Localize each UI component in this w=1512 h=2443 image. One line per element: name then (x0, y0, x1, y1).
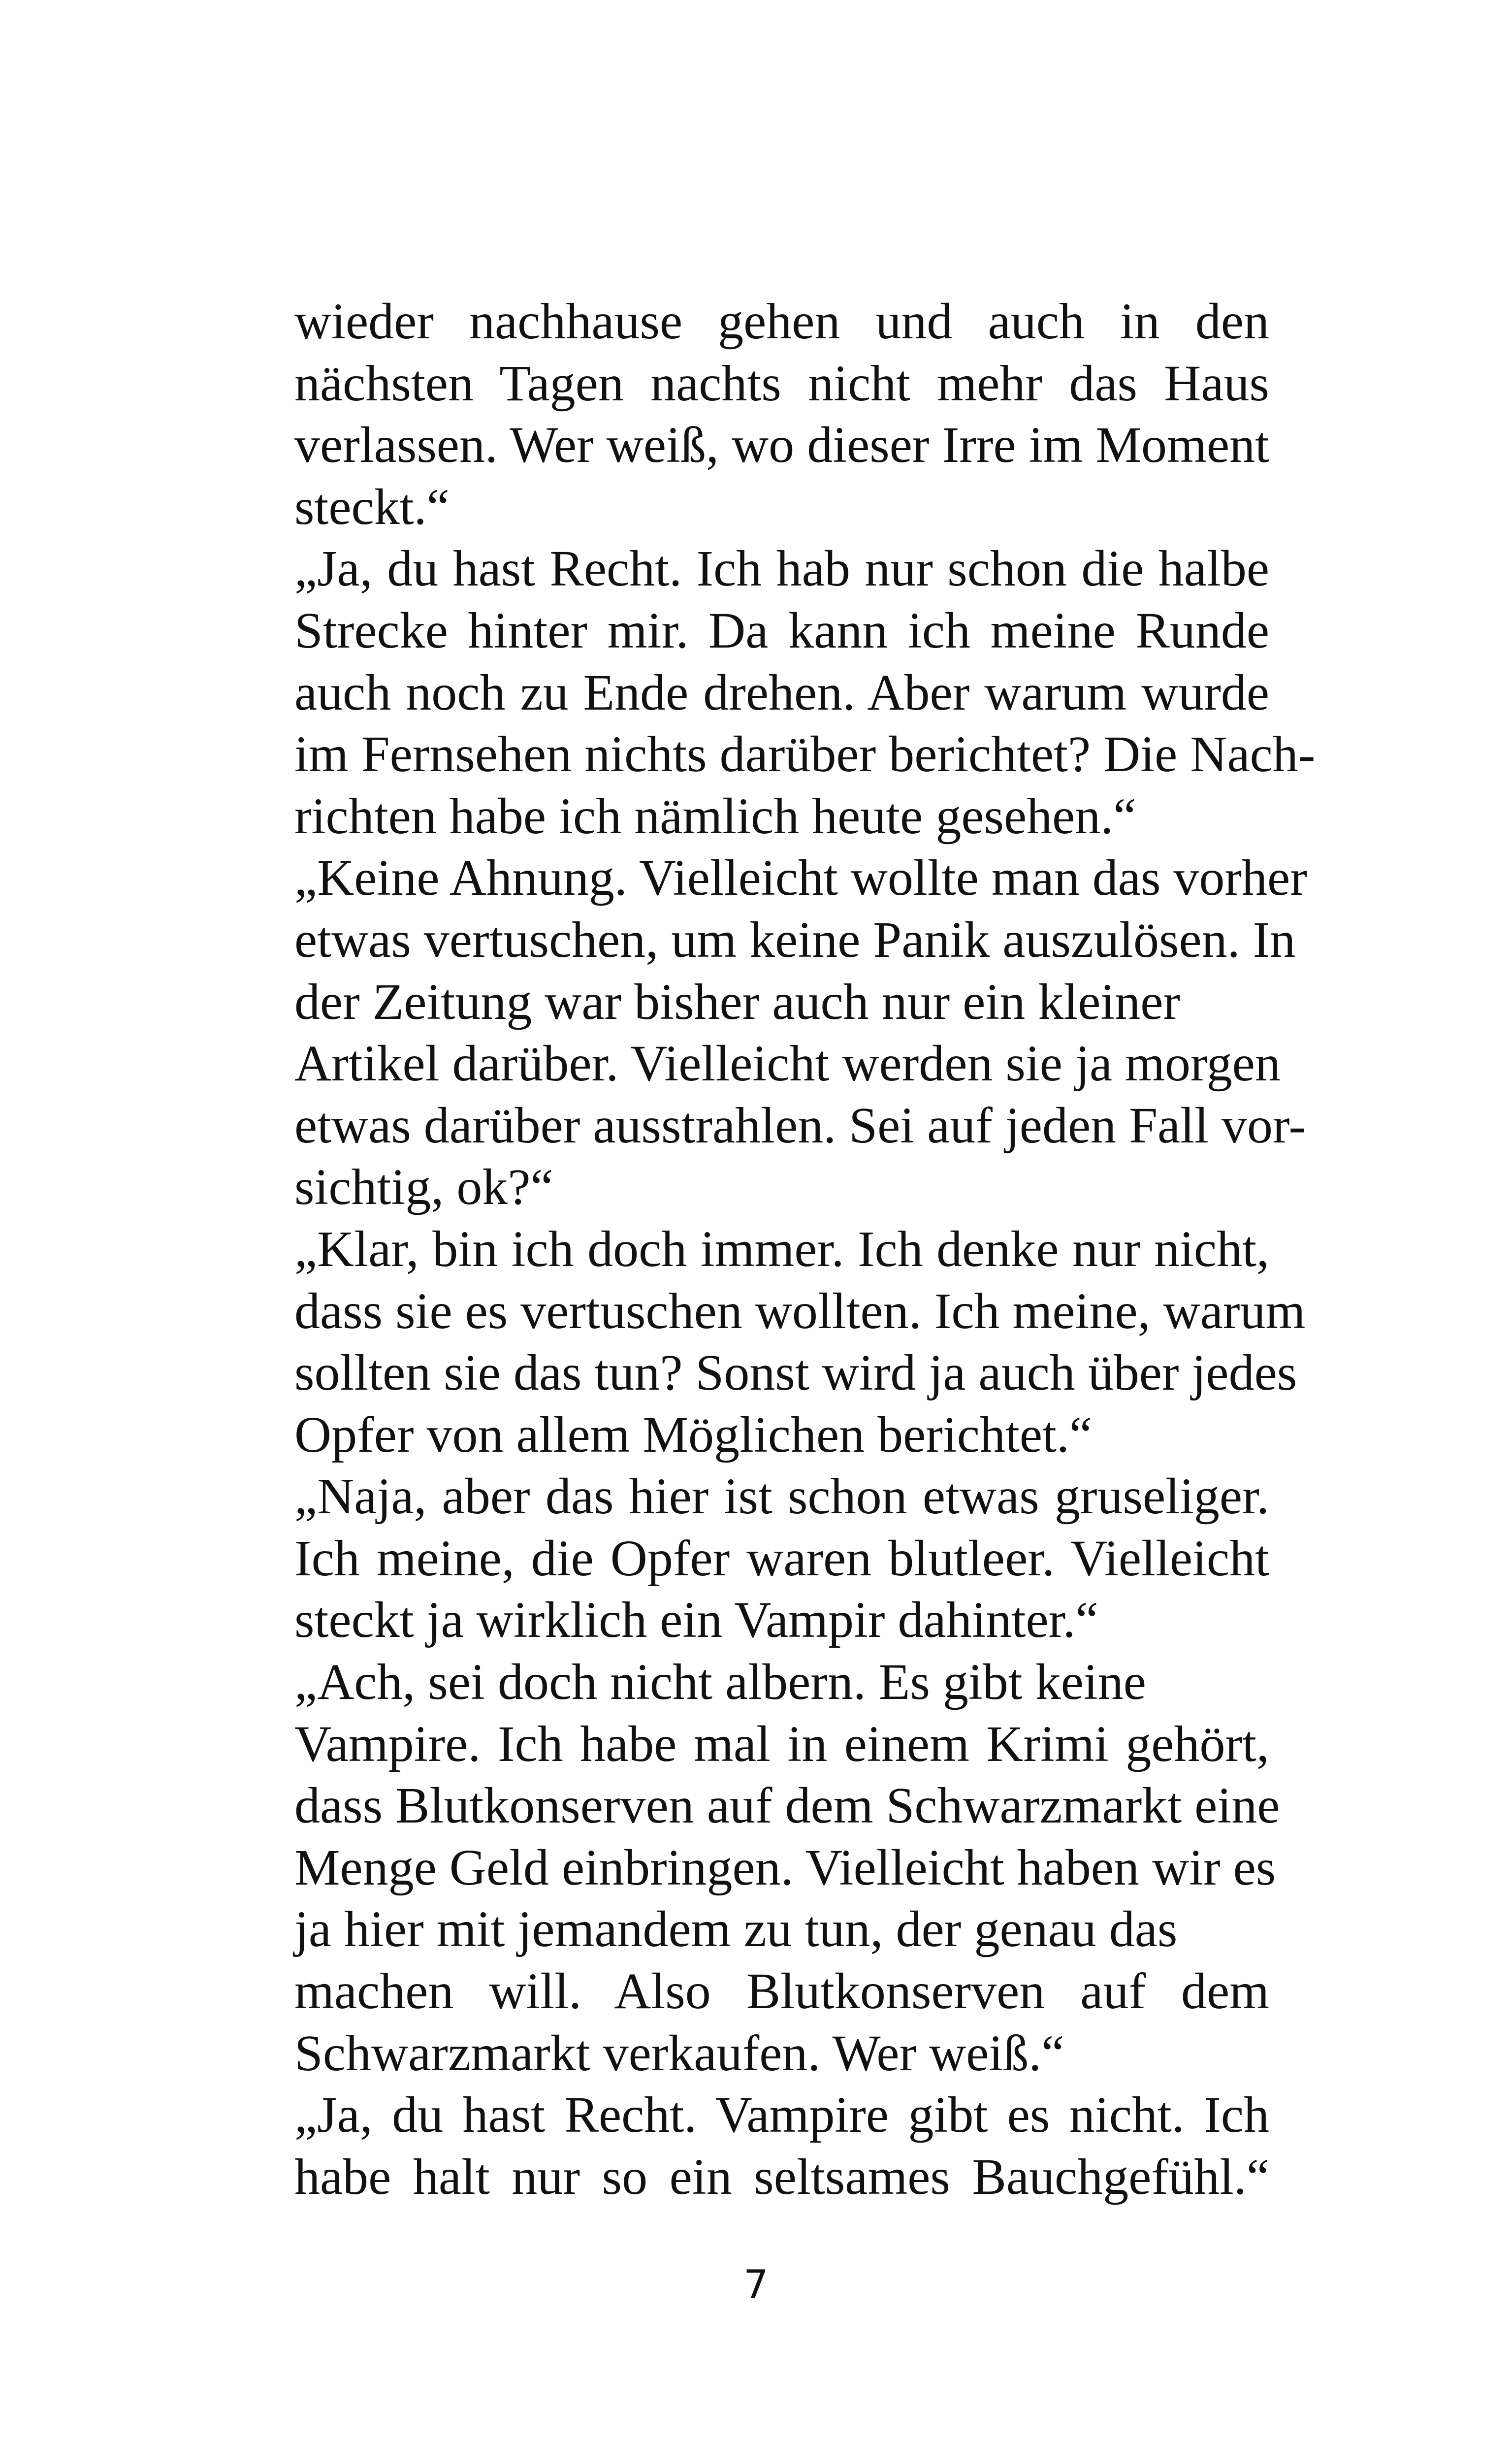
text-line: steckt ja wirklich ein Vampir dahinter.“ (294, 1592, 1098, 1649)
text-line: „Keine Ahnung. Vielleicht wollte man das vorher (294, 849, 1307, 907)
text-line: „Naja, aber das hier ist schon etwas gruseliger. (294, 1468, 1269, 1525)
text-line: etwas darüber ausstrahlen. Sei auf jeden Fall vor- (294, 1097, 1306, 1154)
text-line: etwas vertuschen, um keine Panik auszulösen. In (294, 911, 1296, 968)
text-line: Menge Geld einbringen. Vielleicht haben wir es (294, 1839, 1276, 1896)
text-line: sollten sie das tun? Sonst wird ja auch über jedes (294, 1344, 1297, 1401)
text-line: der Zeitung war bisher auch nur ein kleiner (294, 973, 1181, 1030)
text-line: richten habe ich nämlich heute gesehen.“ (294, 787, 1136, 845)
text-line: machen will. Also Blutkonserven auf dem (294, 1963, 1269, 2020)
text-line: Opfer von allem Möglichen berichtet.“ (294, 1406, 1093, 1463)
text-line: Vampire. Ich habe mal in einem Krimi gehört, (294, 1715, 1269, 1772)
text-line: Ich meine, die Opfer waren blutleer. Vielleicht (294, 1530, 1269, 1587)
text-line: dass Blutkonserven auf dem Schwarzmarkt eine (294, 1777, 1280, 1834)
text-line: ja hier mit jemandem zu tun, der genau das (294, 1901, 1178, 1958)
text-line: nächsten Tagen nachts nicht mehr das Haus (294, 355, 1269, 412)
text-line: „Ja, du hast Recht. Vampire gibt es nicht. Ich (294, 2086, 1269, 2144)
text-line: im Fernsehen nichts darüber berichtet? Die Nach- (294, 726, 1316, 783)
text-line: dass sie es vertuschen wollten. Ich meine, warum (294, 1282, 1306, 1339)
text-line: Strecke hinter mir. Da kann ich meine Runde (294, 602, 1269, 659)
text-line: habe halt nur so ein seltsames Bauchgefühl.“ (294, 2148, 1269, 2205)
text-line: auch noch zu Ende drehen. Aber warum wurde (294, 664, 1269, 721)
text-line: sichtig, ok?“ (294, 1159, 553, 1216)
body-text (294, 291, 1316, 2208)
text-line: „Klar, bin ich doch immer. Ich denke nur nicht, (294, 1220, 1269, 1277)
text-line: wieder nachhause gehen und auch in den (294, 293, 1269, 350)
text-line: „Ach, sei doch nicht albern. Es gibt keine (294, 1654, 1146, 1711)
text-line: „Ja, du hast Recht. Ich hab nur schon die halbe (294, 540, 1269, 597)
page-number: 7 (743, 2262, 769, 2308)
text-line: Artikel darüber. Vielleicht werden sie ja morgen (294, 1035, 1281, 1092)
text-line: steckt.“ (294, 478, 450, 535)
text-line: verlassen. Wer weiß, wo dieser Irre im Moment (294, 417, 1269, 474)
text-line: Schwarzmarkt verkaufen. Wer weiß.“ (294, 2024, 1064, 2082)
